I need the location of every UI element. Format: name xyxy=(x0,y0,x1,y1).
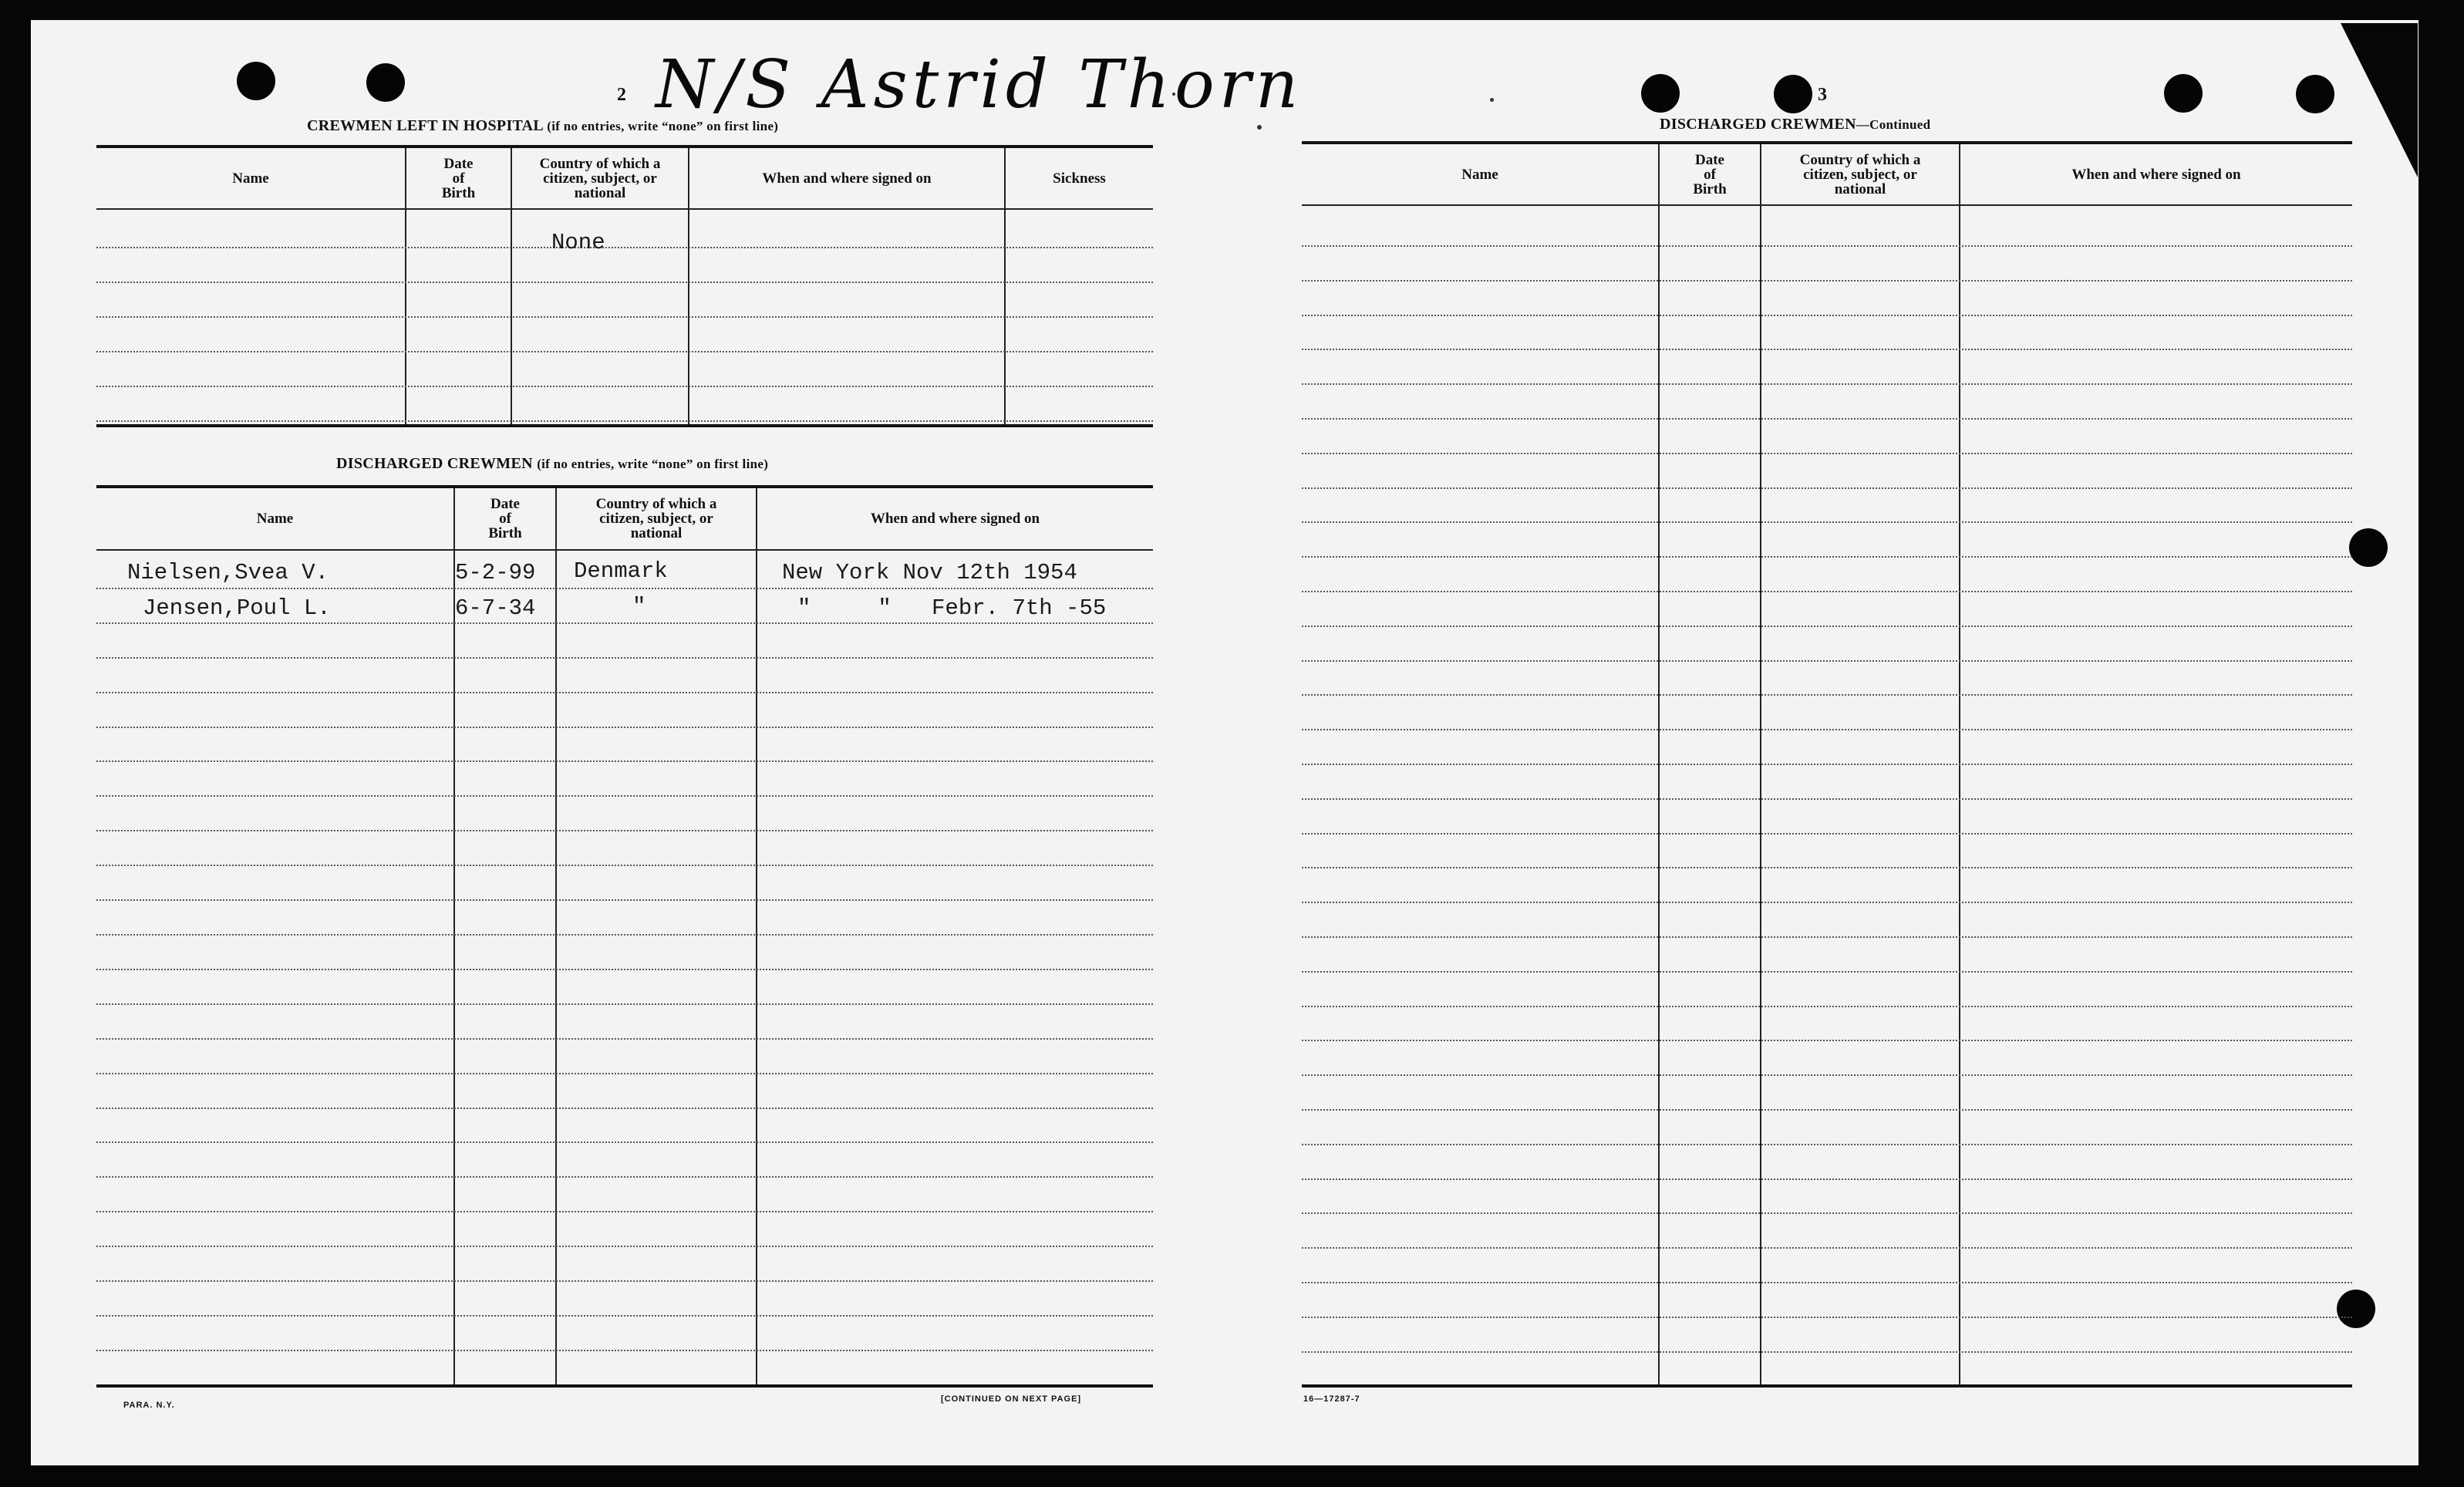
ruled-row-line xyxy=(96,1350,1153,1351)
ruled-row-line xyxy=(1302,1040,2352,1041)
ruled-row-line xyxy=(1302,1074,2352,1076)
ruled-row-line xyxy=(96,1108,1153,1109)
ruled-row-line xyxy=(1302,591,2352,592)
punch-hole xyxy=(237,62,275,100)
ruled-row-line xyxy=(1302,521,2352,523)
discharged-row-signed: " " Febr. 7th -55 xyxy=(797,595,1107,621)
ruled-row-line xyxy=(96,1176,1153,1178)
ruled-row-line xyxy=(1302,1109,2352,1111)
ruled-row-line xyxy=(1302,902,2352,903)
ruled-row-line xyxy=(96,1141,1153,1143)
ruled-row-line xyxy=(1302,1351,2352,1353)
discharged-header-name: Name xyxy=(256,511,294,527)
right-table-bottom-rule xyxy=(1302,1384,2352,1388)
punch-hole xyxy=(1641,74,1680,113)
right-title-text: DISCHARGED CREWMEN xyxy=(1660,116,1856,133)
hospital-header-sickness: Sickness xyxy=(1053,170,1106,187)
ruled-row-line xyxy=(1302,383,2352,385)
ruled-row-line xyxy=(96,588,1153,589)
hospital-title-text: CREWMEN LEFT IN HOSPITAL xyxy=(307,117,543,134)
ruled-row-line xyxy=(96,969,1153,970)
ruled-row-line xyxy=(96,795,1153,797)
ruled-row-line xyxy=(1302,1144,2352,1145)
ruled-row-line xyxy=(96,899,1153,901)
right-header-signed: When and where signed on xyxy=(2071,166,2241,183)
discharged-row-name: Jensen,Poul L. xyxy=(143,595,331,621)
ruled-row-line xyxy=(1302,798,2352,800)
discharged-row-signed: New York Nov 12th 1954 xyxy=(782,560,1077,585)
ruled-row-line xyxy=(1302,1006,2352,1007)
ruled-row-line xyxy=(96,1315,1153,1317)
ruled-row-line xyxy=(1302,660,2352,662)
ruled-row-line xyxy=(96,657,1153,659)
discharged-row-dob: 5-2-99 xyxy=(455,560,536,585)
ruled-row-line xyxy=(1302,694,2352,696)
ruled-row-line xyxy=(1302,280,2352,282)
discharged-section-title xyxy=(336,455,768,473)
speck xyxy=(1490,98,1494,102)
ruled-row-line xyxy=(96,1073,1153,1074)
right-section-title xyxy=(1660,116,1930,133)
footer-printer-mark: PARA. N.Y. xyxy=(123,1401,175,1410)
speck xyxy=(1257,125,1262,130)
right-header-dob: Date of Birth xyxy=(1693,151,1727,197)
discharged-row-country: " xyxy=(632,594,646,619)
ruled-row-line xyxy=(1302,556,2352,558)
ruled-row-line xyxy=(96,351,1153,352)
ruled-row-line xyxy=(96,830,1153,831)
ruled-row-line xyxy=(96,865,1153,866)
right-header-country: Country of which a citizen, subject, or national xyxy=(1799,151,1921,197)
punch-hole xyxy=(2296,75,2334,113)
discharged-header-dob: Date of Birth xyxy=(488,496,522,541)
ruled-row-line xyxy=(96,1280,1153,1282)
folded-corner xyxy=(2341,23,2418,177)
right-header-name: Name xyxy=(1461,166,1498,183)
hospital-header-signed: When and where signed on xyxy=(762,170,932,187)
hospital-header-dob: Date of Birth xyxy=(441,155,476,201)
ruled-row-line xyxy=(96,247,1153,248)
punch-hole xyxy=(2164,74,2203,113)
page-number-right: 3 xyxy=(1818,85,1827,105)
ruled-row-line xyxy=(1302,625,2352,627)
ruled-row-line xyxy=(1302,833,2352,835)
footer-continued: [CONTINUED ON NEXT PAGE] xyxy=(941,1394,1082,1404)
hospital-header-country: Country of which a citizen, subject, or national xyxy=(539,155,661,201)
ruled-row-line xyxy=(1302,729,2352,730)
ruled-row-line xyxy=(1302,971,2352,973)
ruled-row-line xyxy=(96,282,1153,283)
hospital-instruction: (if no entries, write “none” on first line) xyxy=(547,119,779,133)
punch-hole xyxy=(2349,528,2388,567)
hospital-table-header-rule xyxy=(96,208,1153,210)
ruled-row-line xyxy=(1302,349,2352,350)
hospital-section-title xyxy=(307,117,778,135)
ruled-row-line xyxy=(96,386,1153,387)
ruled-row-line xyxy=(96,1003,1153,1005)
discharged-header-country: Country of which a citizen, subject, or national xyxy=(595,496,717,541)
discharged-row-name: Nielsen,Svea V. xyxy=(127,560,329,585)
ruled-row-line xyxy=(1302,1317,2352,1318)
discharged-header-signed: When and where signed on xyxy=(870,511,1040,527)
ruled-row-line xyxy=(1302,487,2352,489)
ruled-row-line xyxy=(1302,867,2352,868)
ruled-row-line xyxy=(96,420,1153,422)
discharged-row-country: Denmark xyxy=(574,558,668,584)
ruled-row-line xyxy=(1302,315,2352,316)
handwritten-vessel-name: N/S Astrid Thorn xyxy=(656,46,1303,123)
ruled-row-line xyxy=(1302,1247,2352,1249)
right-table-header-rule xyxy=(1302,204,2352,206)
discharged-title-text: DISCHARGED CREWMEN xyxy=(336,455,533,472)
ruled-row-line xyxy=(1302,418,2352,420)
ruled-row-line xyxy=(96,1211,1153,1212)
footer-form-number: 16—17287-7 xyxy=(1303,1394,1360,1404)
ruled-row-line xyxy=(96,727,1153,728)
ruled-row-line xyxy=(1302,453,2352,454)
discharged-table-header-rule xyxy=(96,549,1153,551)
hospital-table-bottom-rule xyxy=(96,424,1153,427)
discharged-instruction: (if no entries, write “none” on first line) xyxy=(537,457,769,471)
ruled-row-line xyxy=(96,622,1153,624)
punch-hole xyxy=(366,63,405,102)
page-number-left: 2 xyxy=(617,85,626,105)
hospital-entry-none: None xyxy=(551,230,605,255)
ruled-row-line xyxy=(1302,1282,2352,1283)
ruled-row-line xyxy=(96,934,1153,936)
ruled-row-line xyxy=(1302,245,2352,247)
ruled-row-line xyxy=(96,1246,1153,1247)
ruled-row-line xyxy=(1302,1212,2352,1214)
hospital-header-name: Name xyxy=(232,170,269,187)
ruled-row-line xyxy=(1302,764,2352,765)
punch-hole xyxy=(1774,75,1812,113)
punch-hole xyxy=(2337,1290,2375,1328)
right-title-suffix: —Continued xyxy=(1856,117,1931,132)
ruled-row-line xyxy=(96,1038,1153,1040)
ruled-row-line xyxy=(96,760,1153,762)
ruled-row-line xyxy=(96,316,1153,318)
ruled-row-line xyxy=(1302,936,2352,938)
ruled-row-line xyxy=(96,692,1153,693)
discharged-row-dob: 6-7-34 xyxy=(455,595,536,621)
discharged-table-bottom-rule xyxy=(96,1384,1153,1388)
ruled-row-line xyxy=(1302,1178,2352,1180)
